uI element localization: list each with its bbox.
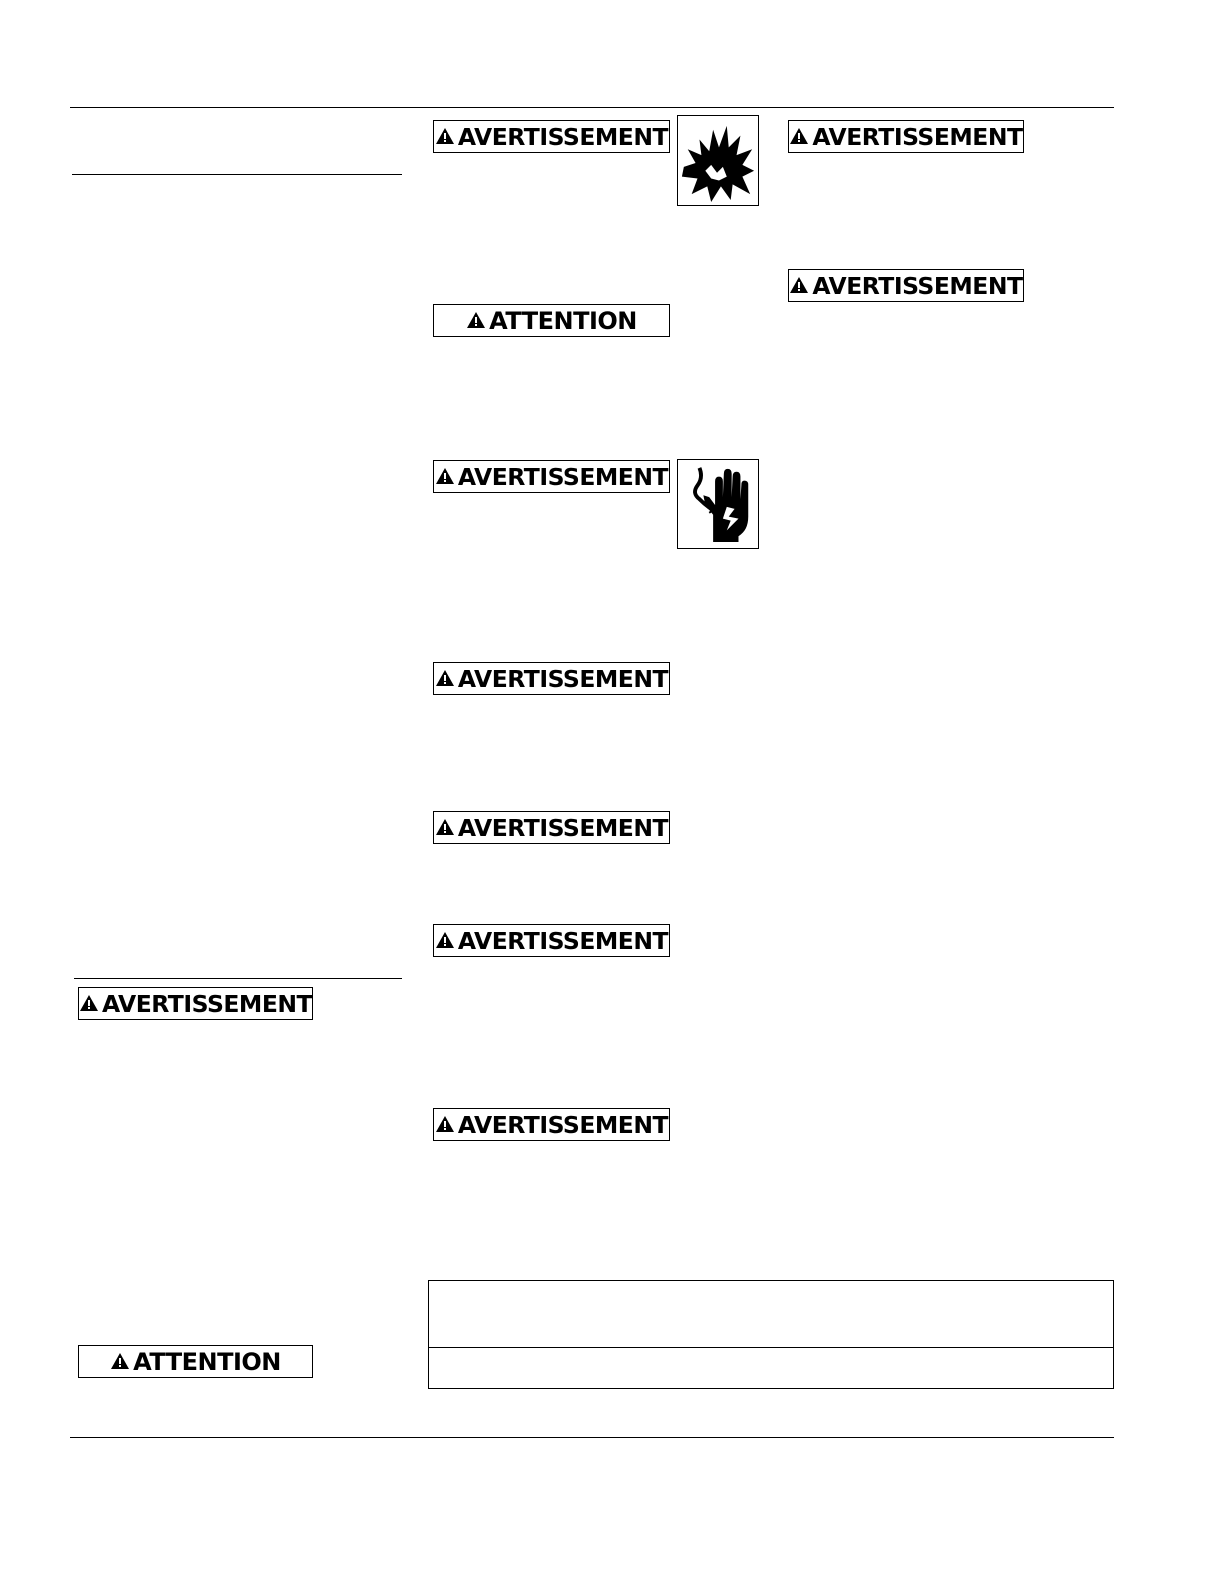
left-column-section-rule-top xyxy=(72,174,402,175)
left-column-section-rule-bottom xyxy=(74,978,402,979)
warning-label xyxy=(433,120,670,153)
warning-label-text: AVERTISSEMENT xyxy=(457,122,669,151)
table-divider xyxy=(429,1347,1113,1348)
warning-label xyxy=(433,924,670,957)
alert-triangle-icon xyxy=(789,272,809,300)
warning-label-text: AVERTISSEMENT xyxy=(457,664,669,693)
alert-triangle-icon xyxy=(435,463,455,491)
warning-label xyxy=(433,811,670,844)
caution-label-text: ATTENTION xyxy=(133,1347,281,1376)
footer-rule xyxy=(70,1437,1114,1438)
header-rule xyxy=(70,107,1114,108)
warning-label xyxy=(788,120,1024,153)
warning-label-text: AVERTISSEMENT xyxy=(812,122,1023,151)
warning-label-text: AVERTISSEMENT xyxy=(457,813,669,842)
warning-label-text: AVERTISSEMENT xyxy=(457,926,669,955)
caution-label-text: ATTENTION xyxy=(489,306,637,335)
alert-triangle-icon xyxy=(435,814,455,842)
warning-label xyxy=(788,269,1024,302)
alert-triangle-icon xyxy=(435,927,455,955)
alert-triangle-icon xyxy=(79,990,99,1018)
explosion-icon xyxy=(677,115,759,206)
warning-label-text: AVERTISSEMENT xyxy=(457,1110,669,1139)
warning-label xyxy=(433,662,670,695)
notice-table xyxy=(428,1280,1114,1389)
alert-triangle-icon xyxy=(435,1111,455,1139)
warning-label xyxy=(433,1108,670,1141)
warning-label xyxy=(433,460,670,493)
warning-label xyxy=(78,987,313,1020)
caution-label xyxy=(433,304,670,337)
alert-triangle-icon xyxy=(435,665,455,693)
alert-triangle-icon xyxy=(466,307,486,335)
alert-triangle-icon xyxy=(435,123,455,151)
warning-label-text: AVERTISSEMENT xyxy=(812,271,1023,300)
alert-triangle-icon xyxy=(110,1348,130,1376)
warning-label-text: AVERTISSEMENT xyxy=(101,989,313,1018)
caution-label xyxy=(78,1345,313,1378)
alert-triangle-icon xyxy=(789,123,809,151)
warning-label-text: AVERTISSEMENT xyxy=(457,462,669,491)
electric-shock-hand-icon xyxy=(677,459,759,549)
